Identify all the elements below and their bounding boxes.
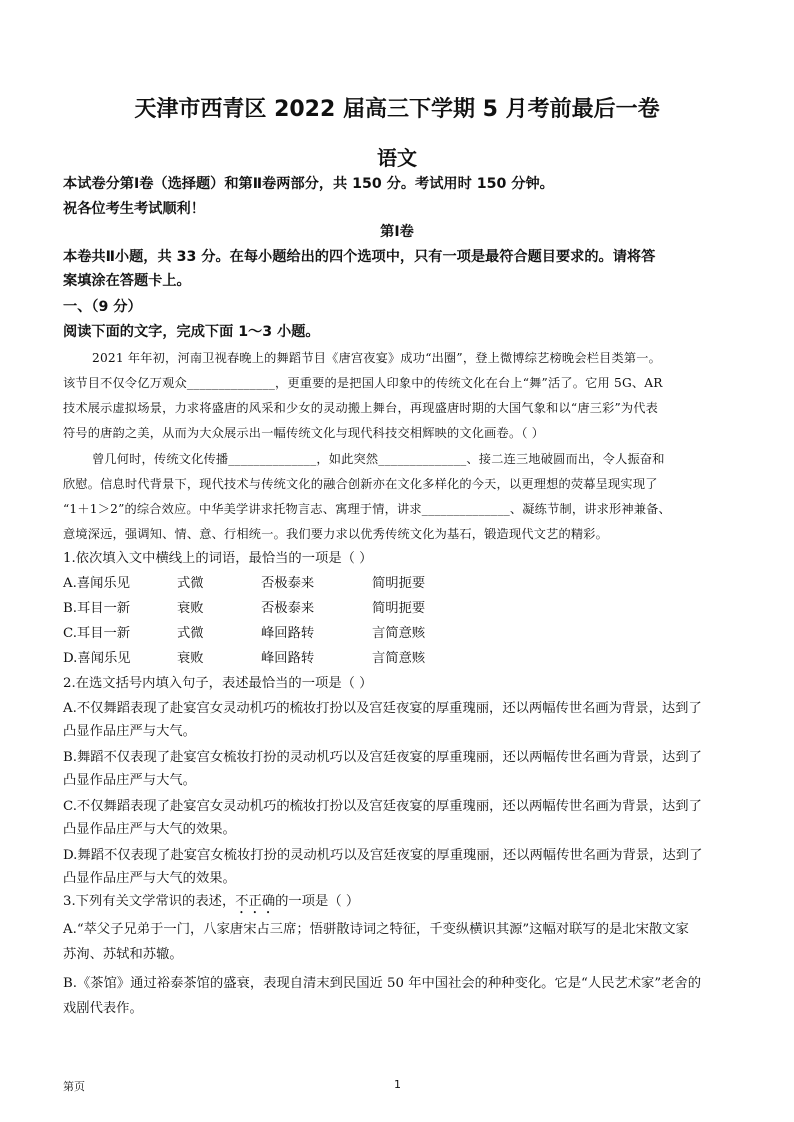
- option-word: A.喜闻乐见: [63, 576, 131, 591]
- option-word: 否极泰来: [261, 601, 315, 616]
- option-word: 峰回路转: [261, 626, 315, 641]
- question-2-option-c: C.不仅舞蹈表现了赴宴宫女灵动机巧的梳妆打扮以及宫廷夜宴的厚重瑰丽，还以两幅传世名画为背景，达到了: [63, 799, 702, 814]
- question-2-option-d-cont: 凸显作品庄严与大气的效果。: [63, 871, 236, 886]
- section-title: 第Ⅰ卷: [380, 224, 414, 240]
- question-1-stem: 1.依次填入文中横线上的词语，最恰当的一项是（ ）: [63, 551, 373, 566]
- footer-label: 第页: [63, 1080, 85, 1093]
- question-2-option-d: D.舞蹈不仅表现了赴宴宫女梳妆打扮的灵动机巧以及宫廷夜宴的厚重瑰丽，还以两幅传世名画为背景，达到了: [63, 848, 703, 863]
- option-word: 衰败: [177, 601, 204, 616]
- option-word: 简明扼要: [372, 576, 426, 591]
- passage-line: “1＋1＞2”的综合效应。中华美学讲求托物言志、寓理于情，讲求______________、凝练节制，讲求形神兼备、: [63, 502, 671, 516]
- question-2-option-a-cont: 凸显作品庄严与大气。: [63, 724, 196, 739]
- intro-line-2: 祝各位考生考试顺利！: [63, 201, 205, 217]
- question-3-option-a-cont: 苏洵、苏轼和苏辙。: [63, 947, 183, 962]
- option-word: 否极泰来: [261, 576, 315, 591]
- question-3-stem: [63, 892, 735, 917]
- exam-title: 天津市西青区 2022 届高三下学期 5 月考前最后一卷: [134, 97, 660, 122]
- part-heading: 一、（9 分）: [63, 299, 142, 315]
- option-word: 式微: [177, 576, 204, 591]
- option-word: 简明扼要: [372, 601, 426, 616]
- stem-text: 3.下列有关文学常识的表述，: [63, 894, 236, 909]
- instructions-line-1: 本卷共Ⅱ小题，共 33 分。在每小题给出的四个选项中，只有一项是最符合题目要求的。请将答: [63, 249, 656, 265]
- option-word: 峰回路转: [261, 651, 315, 666]
- option-word: C.耳目一新: [63, 626, 131, 641]
- page-number: 1: [394, 1078, 401, 1091]
- stem-text: 的一项是（ ）: [275, 894, 360, 909]
- question-2-stem: 2.在选文括号内填入句子，表述最恰当的一项是（ ）: [63, 676, 373, 691]
- question-3-option-b: B.《茶馆》通过裕泰茶馆的盛衰，表现自清末到民国近 50 年中国社会的种种变化。它是“人民艺术家”老舍的: [63, 976, 702, 991]
- reading-prompt: 阅读下面的文字，完成下面 1～3 小题。: [63, 324, 320, 340]
- question-2-option-c-cont: 凸显作品庄严与大气的效果。: [63, 822, 236, 837]
- question-3-option-b-cont: 戏剧代表作。: [63, 1001, 143, 1016]
- question-2-option-b-cont: 凸显作品庄严与大气。: [63, 773, 196, 788]
- question-2-option-b: B.舞蹈不仅表现了赴宴宫女梳妆打扮的灵动机巧以及宫廷夜宴的厚重瑰丽，还以两幅传世名画为背景，达到了: [63, 750, 702, 765]
- question-2-option-a: A.不仅舞蹈表现了赴宴宫女灵动机巧的梳妆打扮以及宫廷夜宴的厚重瑰丽，还以两幅传世名画为背景，达到了: [63, 701, 702, 716]
- passage-line: 2021 年年初，河南卫视春晚上的舞蹈节目《唐宫夜宴》成功“出圈”，登上微博综艺榜晚会栏目类第一。: [92, 351, 662, 365]
- passage-line: 该节目不仅令亿万观众______________，更重要的是把国人印象中的传统文化在台上“舞”活了。它用 5G、AR: [63, 376, 663, 390]
- passage-line: 符号的唐韵之美，从而为大众展示出一幅传统文化与现代科技交相辉映的文化画卷。（ ）: [63, 426, 545, 440]
- intro-line-1: 本试卷分第Ⅰ卷（选择题）和第Ⅱ卷两部分，共 150 分。考试用时 150 分钟。: [63, 176, 554, 192]
- option-word: D.喜闻乐见: [63, 651, 131, 666]
- passage-line: 欣慰。信息时代背景下，现代技术与传统文化的融合创新亦在文化多样化的今天，以更理想的荧幕呈现实现了: [63, 477, 658, 491]
- passage-line: 曾几何时，传统文化传播______________，如此突然______________、接二连三地破圆而出，令人振奋和: [92, 452, 665, 466]
- option-word: 言简意赅: [372, 626, 426, 641]
- option-word: B.耳目一新: [63, 601, 131, 616]
- instructions-line-2: 案填涂在答题卡上。: [63, 273, 191, 289]
- option-word: 言简意赅: [372, 651, 426, 666]
- subject-title: 语文: [377, 146, 417, 170]
- emphasis-text: 不正确: [235, 894, 276, 909]
- passage-line: 意境深远，强调知、情、意、行相统一。我们要力求以优秀传统文化为基石，锻造现代文艺的精彩。: [63, 527, 609, 541]
- passage-line: 技术展示虚拟场景，力求将盛唐的风采和少女的灵动搬上舞台，再现盛唐时期的大国气象和以“唐三彩”为代表: [63, 401, 659, 415]
- question-3-option-a: A.“萃父子兄弟于一门，八家唐宋占三席；悟骈散诗词之特征，千变纵横识其源”这幅对联写的是北宋散文家: [63, 922, 689, 937]
- option-word: 衰败: [177, 651, 204, 666]
- option-word: 式微: [177, 626, 204, 641]
